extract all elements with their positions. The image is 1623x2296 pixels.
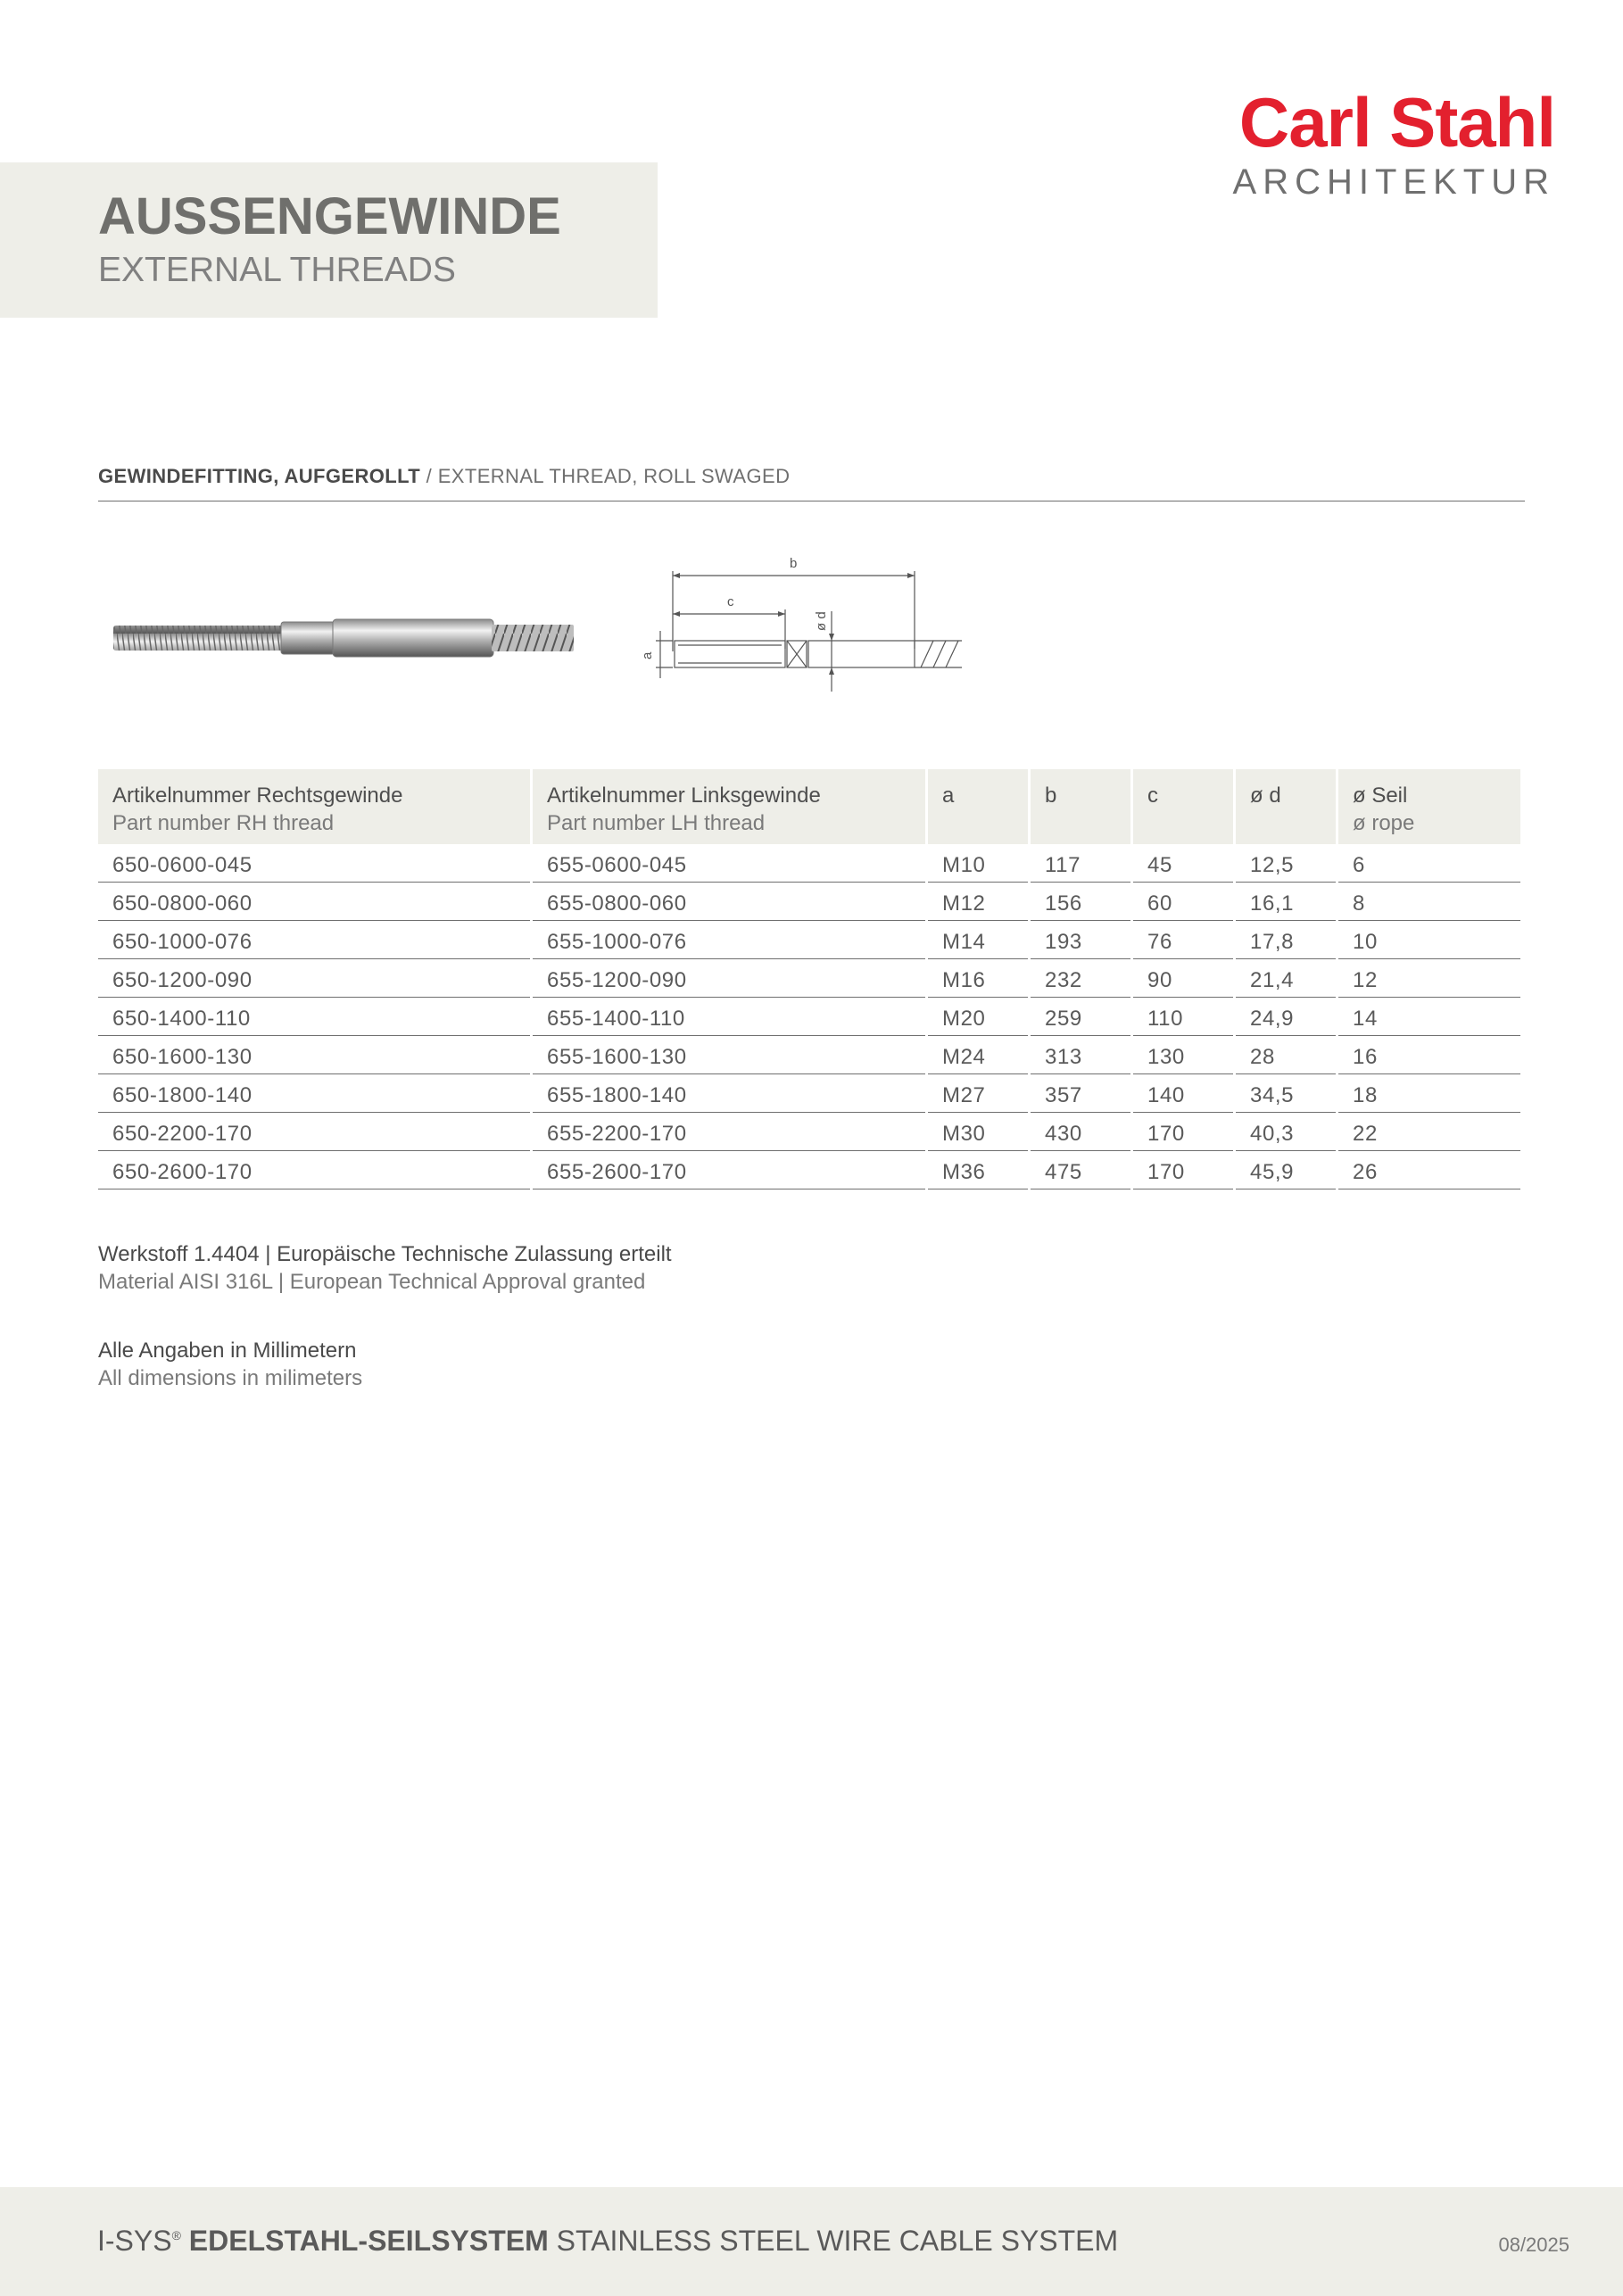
cell-c: 130 [1133, 1036, 1233, 1074]
cell-part-lh: 655-1000-076 [533, 921, 925, 959]
cell-a: M36 [928, 1151, 1028, 1189]
cell-part-rh: 650-1400-110 [98, 998, 530, 1036]
cell-part-rh: 650-1000-076 [98, 921, 530, 959]
cell-part-rh: 650-0800-060 [98, 883, 530, 921]
cell-d: 28 [1236, 1036, 1336, 1074]
cell-rope: 8 [1338, 883, 1520, 921]
cell-a: M14 [928, 921, 1028, 959]
cell-a: M30 [928, 1113, 1028, 1151]
material-note [98, 1240, 672, 1296]
cell-b: 117 [1031, 844, 1130, 883]
cell-a: M20 [928, 998, 1028, 1036]
footer-date: 08/2025 [1498, 2234, 1569, 2256]
cell-d: 34,5 [1236, 1074, 1336, 1113]
cell-part-lh: 655-2200-170 [533, 1113, 925, 1151]
table-row [98, 844, 1520, 883]
swage-sleeve [333, 619, 493, 657]
cell-c: 140 [1133, 1074, 1233, 1113]
cell-a: M12 [928, 883, 1028, 921]
cell-part-rh: 650-1600-130 [98, 1036, 530, 1074]
cell-c: 170 [1133, 1151, 1233, 1189]
units-note [98, 1337, 362, 1392]
page-subtitle: EXTERNAL THREADS [98, 250, 456, 289]
cell-d: 24,9 [1236, 998, 1336, 1036]
hex-collar [281, 622, 335, 654]
table-row [98, 883, 1520, 921]
cell-part-rh: 650-2200-170 [98, 1113, 530, 1151]
cell-c: 90 [1133, 959, 1233, 998]
dimension-label-a: a [640, 651, 655, 659]
cell-b: 156 [1031, 883, 1130, 921]
header-part-rh: Artikelnummer Rechtsgewinde Part number RH thread [98, 769, 530, 844]
footer [0, 2187, 1623, 2296]
cell-rope: 26 [1338, 1151, 1520, 1189]
cell-rope: 22 [1338, 1113, 1520, 1151]
cell-d: 12,5 [1236, 844, 1336, 883]
section-heading [98, 465, 1525, 501]
footer-title: I-SYS® EDELSTAHL-SEILSYSTEM STAINLESS STEEL WIRE CABLE SYSTEM [97, 2225, 1119, 2257]
cell-rope: 16 [1338, 1036, 1520, 1074]
cell-c: 60 [1133, 883, 1233, 921]
cell-rope: 14 [1338, 998, 1520, 1036]
spec-table [95, 769, 1523, 1189]
cell-b: 193 [1031, 921, 1130, 959]
cell-c: 76 [1133, 921, 1233, 959]
table-body [98, 844, 1520, 1189]
table-row [98, 1113, 1520, 1151]
dimension-label-b: b [790, 556, 798, 571]
table-row [98, 1151, 1520, 1189]
cell-part-lh: 655-1200-090 [533, 959, 925, 998]
logo-brand: Carl Stahl [1238, 83, 1555, 162]
cell-a: M16 [928, 959, 1028, 998]
section-heading-de: GEWINDEFITTING, AUFGEROLLT [98, 465, 421, 487]
table-row [98, 1074, 1520, 1113]
units-note-en: All dimensions in milimeters [98, 1366, 363, 1390]
page-title-box [0, 162, 658, 318]
cell-b: 357 [1031, 1074, 1130, 1113]
cell-c: 110 [1133, 998, 1233, 1036]
header-rope: ø Seil ø rope [1338, 769, 1520, 844]
header-part-lh: Artikelnummer Linksgewinde Part number LH thread [533, 769, 925, 844]
cell-c: 45 [1133, 844, 1233, 883]
cell-b: 313 [1031, 1036, 1130, 1074]
material-note-en: Material AISI 316L | European Technical Approval granted [98, 1270, 646, 1294]
product-photo [112, 607, 576, 669]
cell-rope: 18 [1338, 1074, 1520, 1113]
cell-rope: 6 [1338, 844, 1520, 883]
cell-d: 17,8 [1236, 921, 1336, 959]
material-note-de: Werkstoff 1.4404 | Europäische Technische Zulassung erteilt [98, 1242, 672, 1266]
cell-part-lh: 655-1800-140 [533, 1074, 925, 1113]
cell-part-rh: 650-1800-140 [98, 1074, 530, 1113]
table-header-row [98, 769, 1520, 844]
cell-part-lh: 655-0800-060 [533, 883, 925, 921]
units-note-de: Alle Angaben in Millimetern [98, 1339, 357, 1363]
dimension-label-c: c [727, 594, 734, 609]
cell-b: 475 [1031, 1151, 1130, 1189]
dimension-label-d: ø d [814, 611, 829, 631]
cell-rope: 12 [1338, 959, 1520, 998]
cell-part-lh: 655-0600-045 [533, 844, 925, 883]
cell-part-lh: 655-1600-130 [533, 1036, 925, 1074]
cell-d: 21,4 [1236, 959, 1336, 998]
table-row [98, 998, 1520, 1036]
cell-part-rh: 650-0600-045 [98, 844, 530, 883]
cell-part-lh: 655-1400-110 [533, 998, 925, 1036]
header-a: a [928, 769, 1028, 844]
cell-b: 259 [1031, 998, 1130, 1036]
cell-b: 232 [1031, 959, 1130, 998]
cell-a: M24 [928, 1036, 1028, 1074]
page-title: AUSSENGEWINDE [98, 187, 561, 245]
cell-rope: 10 [1338, 921, 1520, 959]
cell-c: 170 [1133, 1113, 1233, 1151]
logo-subtitle: ARCHITEKTUR [1232, 162, 1555, 202]
header-d: ø d [1236, 769, 1336, 844]
header-c: c [1133, 769, 1233, 844]
technical-drawing [625, 549, 981, 700]
table-row [98, 959, 1520, 998]
table-row [98, 921, 1520, 959]
cell-a: M10 [928, 844, 1028, 883]
cell-b: 430 [1031, 1113, 1130, 1151]
cell-a: M27 [928, 1074, 1028, 1113]
company-logo [1232, 83, 1555, 202]
cell-part-rh: 650-1200-090 [98, 959, 530, 998]
cell-part-lh: 655-2600-170 [533, 1151, 925, 1189]
cell-d: 16,1 [1236, 883, 1336, 921]
section-heading-separator: / [420, 465, 438, 487]
wire-rope [492, 625, 574, 651]
cell-d: 45,9 [1236, 1151, 1336, 1189]
section-heading-en: EXTERNAL THREAD, ROLL SWAGED [437, 465, 791, 487]
thread-section [113, 626, 283, 651]
cell-d: 40,3 [1236, 1113, 1336, 1151]
cell-part-rh: 650-2600-170 [98, 1151, 530, 1189]
table-row [98, 1036, 1520, 1074]
header-b: b [1031, 769, 1130, 844]
